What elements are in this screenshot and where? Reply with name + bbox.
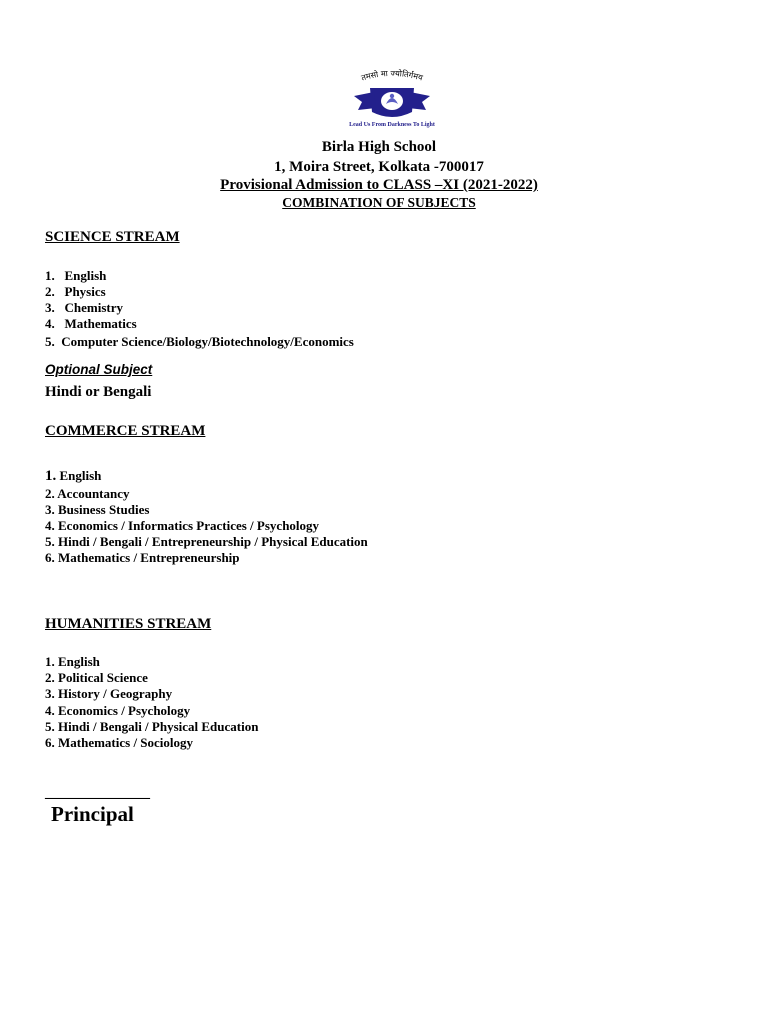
list-item: 6. Mathematics / Entrepreneurship xyxy=(45,550,240,565)
combination-title: COMBINATION OF SUBJECTS xyxy=(282,195,476,210)
commerce-stream-title: COMMERCE STREAM xyxy=(45,423,206,439)
list-item: 1. English xyxy=(45,654,100,669)
list-item: 3. Business Studies xyxy=(45,502,150,517)
school-name: Birla High School xyxy=(321,139,437,155)
motto-bottom: Lead Us From Darkness To Light xyxy=(349,122,435,128)
humanities-stream-title: HUMANITIES STREAM xyxy=(45,616,212,632)
list-item: 3. Chemistry xyxy=(45,300,123,315)
science-stream-title: SCIENCE STREAM xyxy=(45,229,180,245)
signature-line: ______________ xyxy=(45,785,150,801)
list-item: 4. Economics / Psychology xyxy=(45,703,191,718)
school-logo xyxy=(340,68,444,134)
optional-subject-title: Optional Subject xyxy=(45,362,153,377)
list-item: 3. History / Geography xyxy=(45,686,173,701)
list-item: 2. Political Science xyxy=(45,670,148,685)
list-item: 1. English xyxy=(45,268,107,283)
list-item: 4. Mathematics xyxy=(45,316,137,331)
list-item: 5. Hindi / Bengali / Entrepreneurship / Physical Education xyxy=(45,534,368,549)
list-item: 2. Accountancy xyxy=(45,486,130,501)
list-item: 4. Economics / Informatics Practices / Psychology xyxy=(45,518,320,533)
admission-title: Provisional Admission to CLASS –XI (2021-2022) xyxy=(220,177,538,193)
list-item: 5. Hindi / Bengali / Physical Education xyxy=(45,719,259,734)
optional-subject-value: Hindi or Bengali xyxy=(45,384,152,400)
list-item: 2. Physics xyxy=(45,284,106,299)
list-item: 5. Computer Science/Biology/Biotechnology/Economics xyxy=(45,334,354,349)
school-crest-icon xyxy=(340,68,444,124)
list-item: 1. English xyxy=(45,468,102,484)
motto-top: तमसो मा ज्योतिर्गमय xyxy=(360,68,424,83)
school-address: 1, Moira Street, Kolkata -700017 xyxy=(274,159,484,175)
principal-label: Principal xyxy=(51,802,134,826)
list-item: 6. Mathematics / Sociology xyxy=(45,735,194,750)
